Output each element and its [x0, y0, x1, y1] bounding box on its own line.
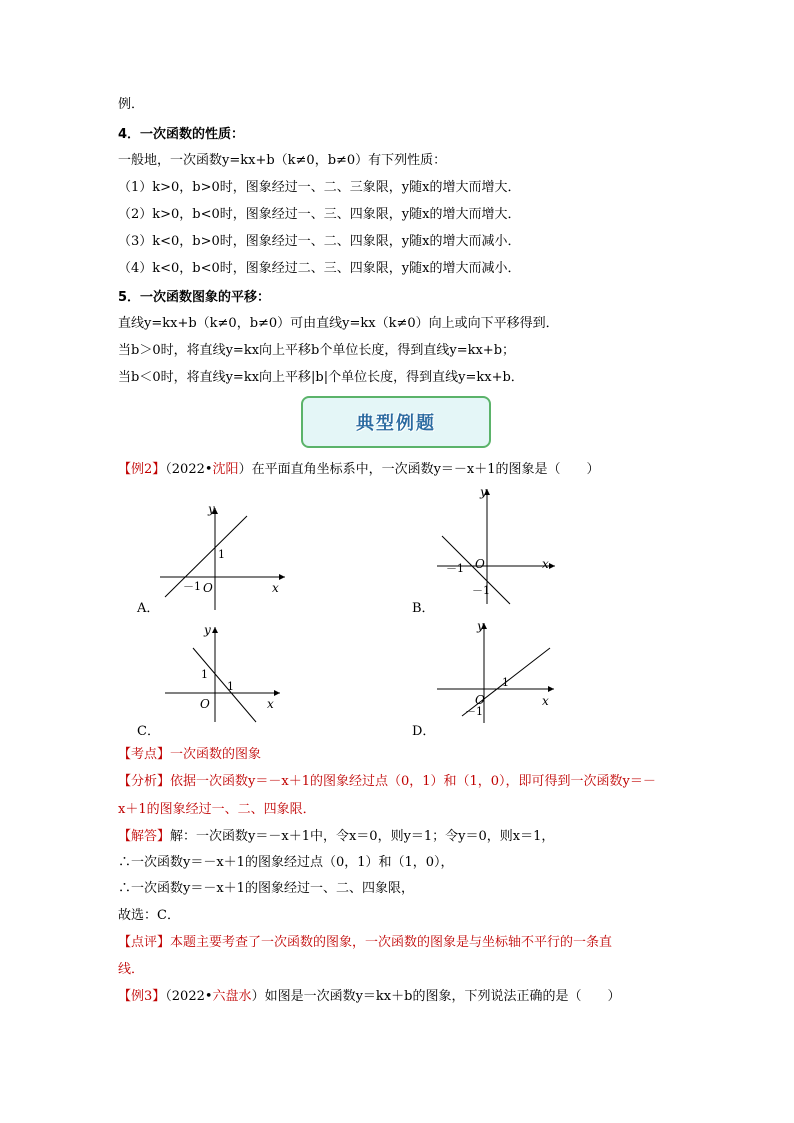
- y-axis-label: y: [477, 619, 484, 633]
- banner-title: 典型例题: [356, 413, 436, 434]
- option-b[interactable]: B．: [412, 601, 435, 616]
- property-item-4: （4）k<0，b<0时，图象经过二、三、四象限，y随x的增大而减小．: [118, 261, 521, 276]
- source-city: 六盘水: [212, 989, 252, 1004]
- origin-label: O: [203, 581, 213, 595]
- x-axis-label: x: [542, 557, 549, 571]
- dianping-text-1: 本题主要考查了一次函数的图象，一次函数的图象是与坐标轴不平行的一条直: [170, 935, 613, 950]
- section-heading-5: 5．一次函数图象的平移：: [118, 290, 271, 305]
- example-2-stem: [118, 460, 600, 480]
- text-line: 一般地，一次函数y=kx+b（k≠0，b≠0）有下列性质：: [118, 153, 447, 168]
- source-city: 沈阳: [212, 462, 239, 477]
- example-tag: 【例2】: [118, 462, 166, 477]
- dianping: [118, 933, 612, 953]
- property-item-1: （1）k>0，b>0时，图象经过一、二、三象限，y随x的增大而增大．: [118, 180, 521, 195]
- jieda-text-3: ∴一次函数y＝－x＋1的图象经过一、二、四象限，: [118, 881, 414, 896]
- question-text: 如图是一次函数y＝kx＋b的图象，下列说法正确的是（ ）: [264, 989, 621, 1004]
- x-axis-label: x: [272, 581, 279, 595]
- tick-label: 1: [201, 668, 208, 681]
- jieda-text-1: 解：一次函数y＝－x＋1中，令x＝0，则y＝1；令y＝0，则x＝1，: [170, 829, 555, 844]
- property-item-2: （2）k>0，b<0时，图象经过一、三、四象限，y随x的增大而增大．: [118, 207, 521, 222]
- jieda-text-2: ∴一次函数y＝－x＋1的图象经过点（0，1）和（1，0），: [118, 855, 454, 870]
- y-axis-label: y: [204, 623, 211, 637]
- section-heading-4: 4．一次函数的性质：: [118, 127, 245, 142]
- option-c[interactable]: C．: [137, 724, 160, 739]
- jieda-tag: 【解答】: [118, 829, 171, 844]
- dianping-tag: 【点评】: [118, 935, 171, 950]
- source-open: （2022•: [165, 989, 213, 1004]
- x-axis-label: x: [267, 697, 274, 711]
- origin-label: O: [200, 697, 210, 711]
- fenxi: [118, 772, 656, 792]
- origin-label: O: [475, 693, 485, 707]
- source-close: ）: [238, 462, 252, 477]
- tick-label: －1: [446, 562, 464, 575]
- x-axis-label: x: [542, 694, 549, 708]
- tick-label: 1: [502, 676, 509, 689]
- text-line: 例．: [118, 97, 145, 112]
- graph-b: [432, 484, 562, 609]
- graph-d: [432, 618, 562, 728]
- y-axis-label: y: [208, 502, 215, 516]
- tick-label: －1: [472, 584, 490, 597]
- source-close: ）: [251, 989, 265, 1004]
- tick-label: －1: [183, 580, 201, 593]
- dianping-text-2: 线．: [118, 962, 145, 977]
- fenxi-text-2: x＋1的图象经过一、二、四象限．: [118, 802, 316, 817]
- tick-label: 1: [218, 548, 225, 561]
- text-line: 当b＞0时，将直线y=kx向上平移b个单位长度，得到直线y=kx+b；: [118, 343, 516, 358]
- kaodian: [118, 745, 261, 765]
- kaodian-tag: 【考点】: [118, 747, 171, 762]
- fenxi-text-1: 依据一次函数y＝－x＋1的图象经过点（0，1）和（1，0），即可得到一次函数y＝－: [170, 774, 656, 789]
- example-3-stem: [118, 987, 620, 1007]
- text-line: 直线y=kx+b（k≠0，b≠0）可由直线y=kx（k≠0）向上或向下平移得到．: [118, 316, 559, 331]
- fenxi-tag: 【分析】: [118, 774, 171, 789]
- question-text: 在平面直角坐标系中，一次函数y＝－x＋1的图象是（ ）: [251, 462, 600, 477]
- graph-c: [160, 622, 285, 727]
- y-axis-label: y: [480, 485, 487, 499]
- graph-a: [150, 500, 290, 615]
- section-banner: [301, 396, 491, 448]
- property-item-3: （3）k<0，b>0时，图象经过一、二、四象限，y随x的增大而减小．: [118, 234, 521, 249]
- option-d[interactable]: D．: [412, 724, 436, 739]
- text-line: 当b＜0时，将直线y=kx向上平移|b|个单位长度，得到直线y=kx+b．: [118, 370, 524, 385]
- option-a[interactable]: A．: [137, 601, 160, 616]
- kaodian-text: 一次函数的图象: [170, 747, 262, 762]
- jieda: [118, 827, 554, 847]
- jieda-text-4: 故选：C．: [118, 908, 180, 923]
- source-open: （2022•: [165, 462, 213, 477]
- tick-label: －1: [465, 705, 483, 718]
- tick-label: 1: [227, 680, 234, 693]
- origin-label: O: [475, 557, 485, 571]
- example-tag: 【例3】: [118, 989, 166, 1004]
